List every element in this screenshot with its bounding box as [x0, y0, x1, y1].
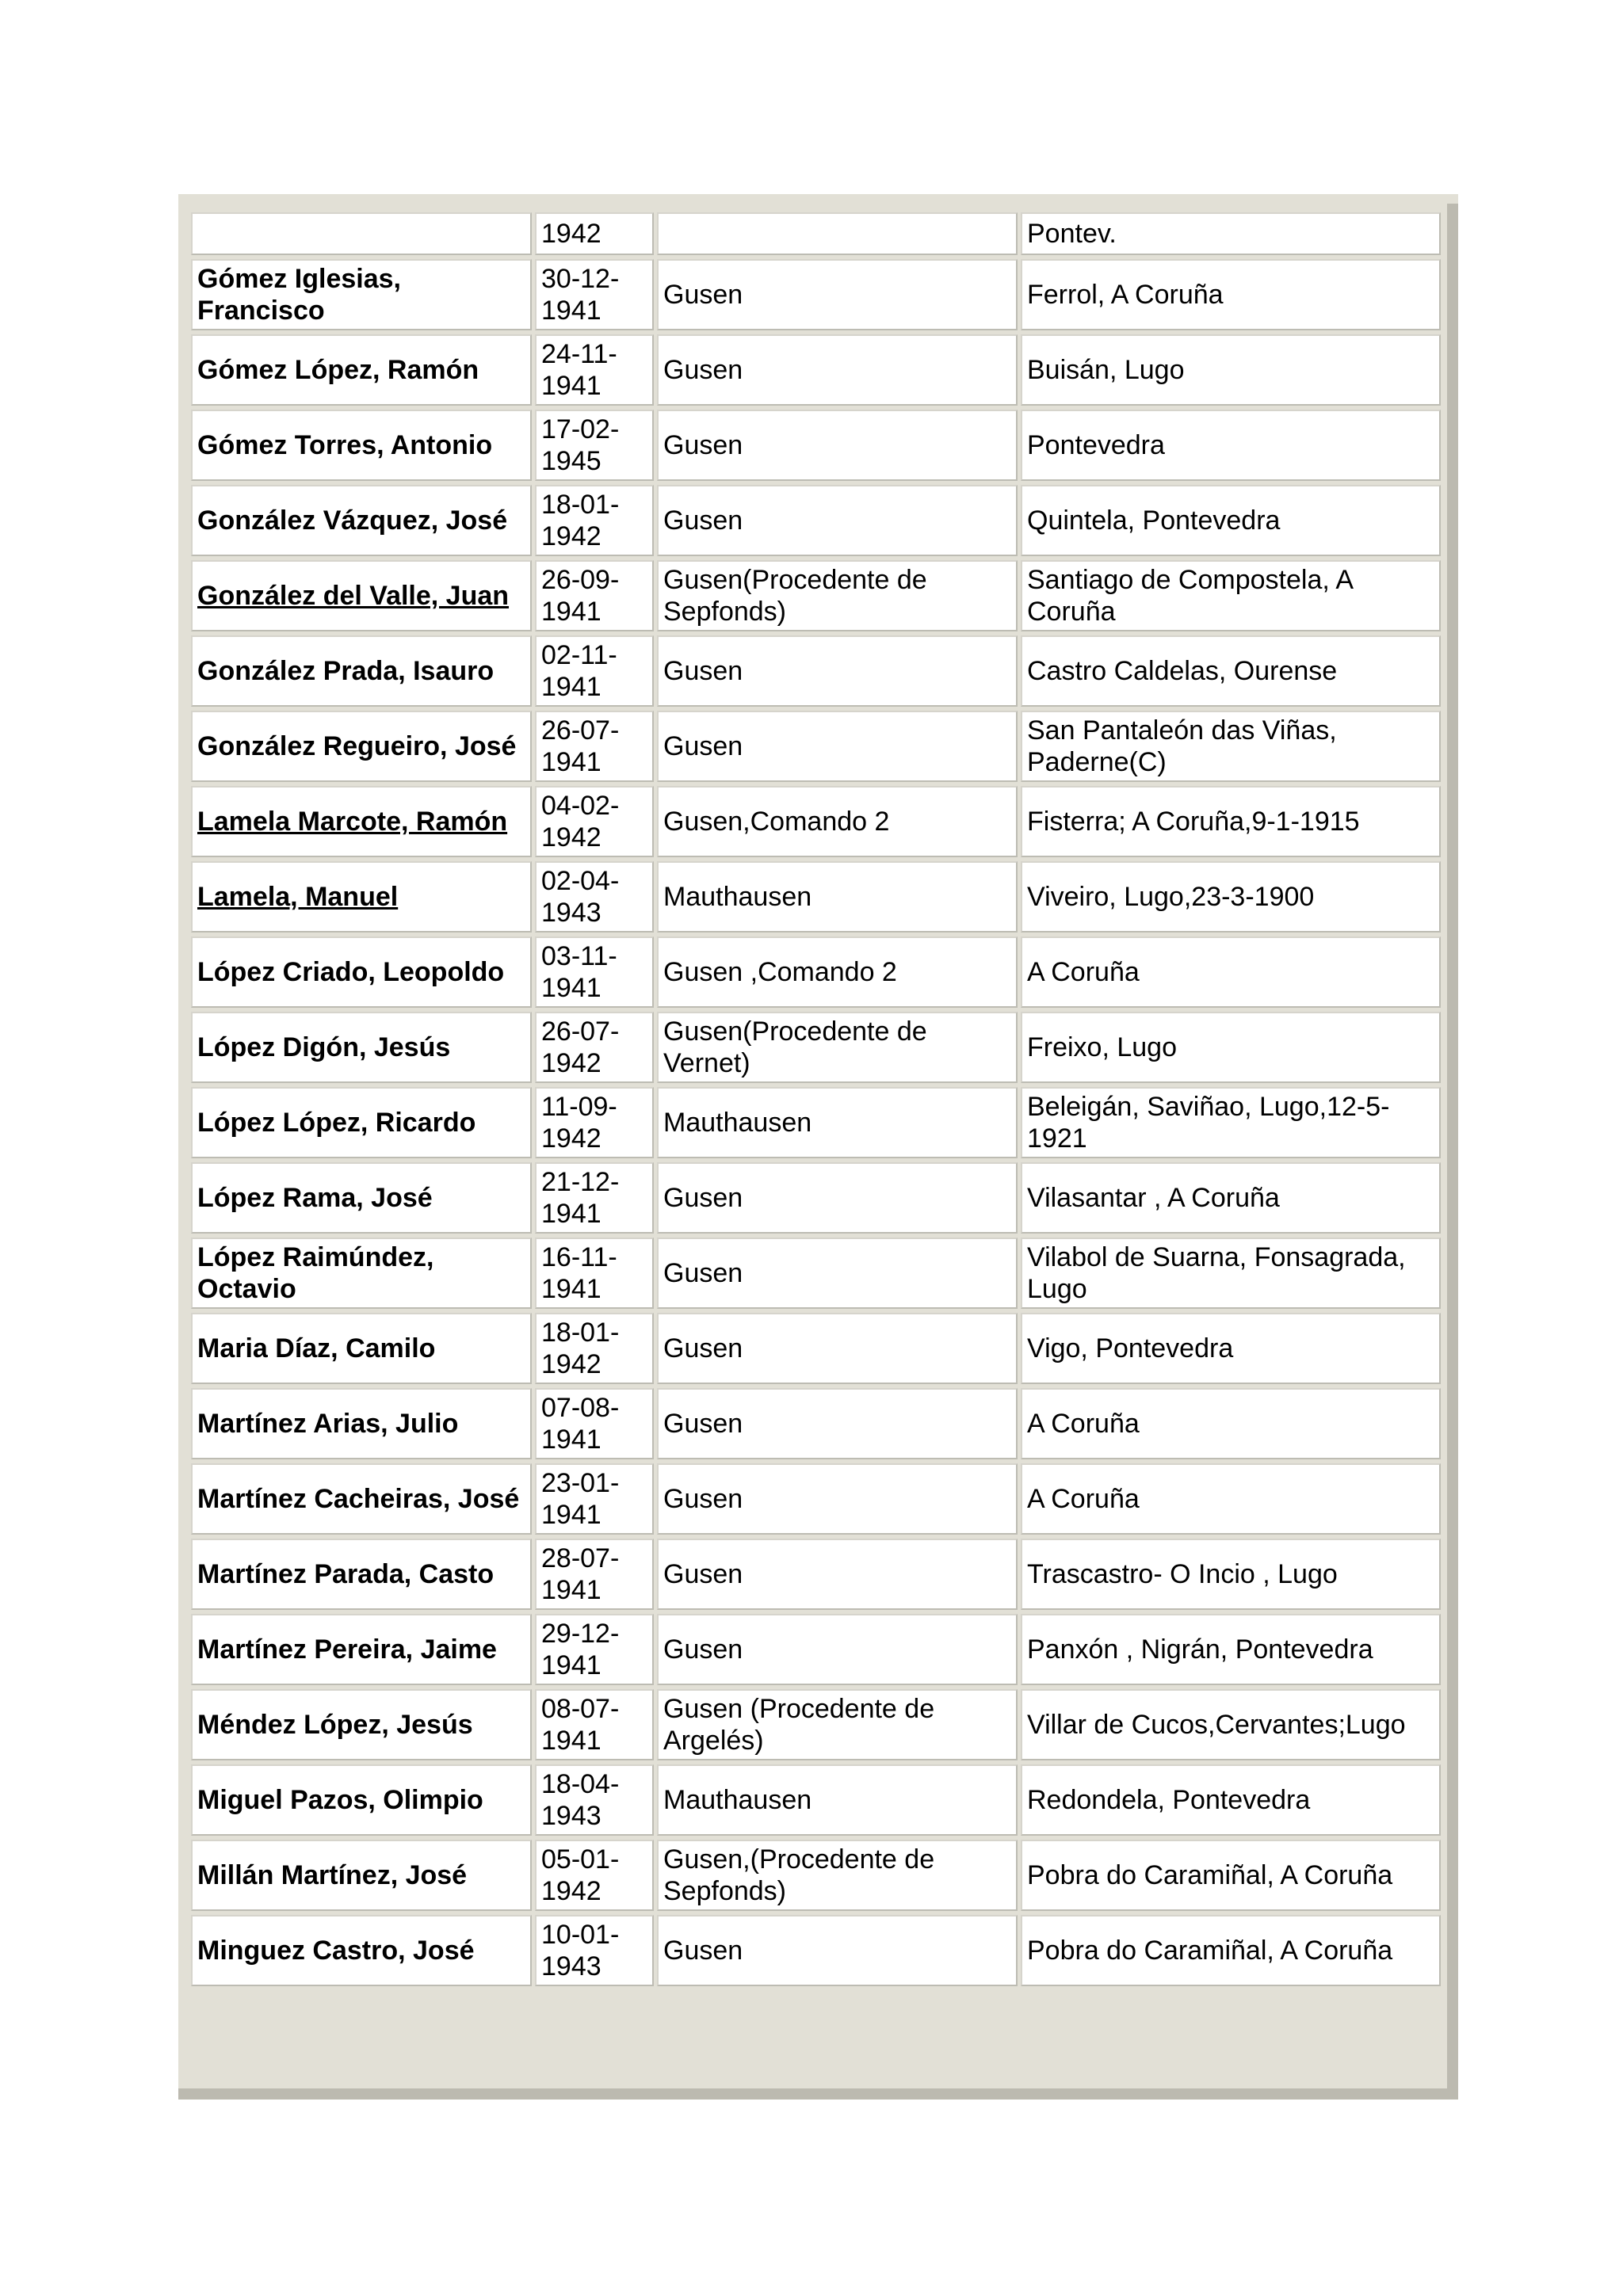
name-cell — [191, 1238, 532, 1309]
camp-cell — [657, 1915, 1018, 1986]
date-cell-text: 02-11-1941 — [541, 640, 617, 702]
date-cell — [535, 334, 654, 406]
table-row — [191, 485, 1441, 556]
table-frame — [178, 194, 1458, 2100]
table-row — [191, 1689, 1441, 1760]
date-cell — [535, 1614, 654, 1685]
deportees-table — [188, 208, 1444, 1990]
camp-cell — [657, 861, 1018, 933]
origin-cell-text: Santiago de Compostela, A Coruña — [1027, 565, 1353, 627]
date-cell-text: 24-11-1941 — [541, 339, 617, 401]
origin-cell — [1021, 1840, 1441, 1911]
camp-cell — [657, 1313, 1018, 1384]
camp-cell — [657, 1012, 1018, 1083]
name-cell — [191, 1313, 532, 1384]
date-cell-text: 04-02-1942 — [541, 791, 620, 852]
table-row — [191, 1614, 1441, 1685]
camp-cell-text: Gusen — [663, 1559, 743, 1589]
camp-cell-text: Gusen — [663, 280, 743, 310]
origin-cell-text: Castro Caldelas, Ourense — [1027, 656, 1338, 686]
camp-cell — [657, 635, 1018, 707]
camp-cell-text: Mauthausen — [663, 1108, 812, 1138]
origin-cell-text: Redondela, Pontevedra — [1027, 1785, 1311, 1815]
name-cell — [191, 212, 532, 255]
date-cell-text: 21-12-1941 — [541, 1167, 620, 1229]
date-cell-text: 07-08-1941 — [541, 1393, 620, 1455]
origin-cell-text: Vilasantar , A Coruña — [1027, 1183, 1280, 1213]
date-cell — [535, 936, 654, 1008]
date-cell-text: 29-12-1941 — [541, 1619, 620, 1680]
date-cell-text: 26-09-1941 — [541, 565, 620, 627]
name-cell — [191, 1689, 532, 1760]
camp-cell-text: Gusen — [663, 1258, 743, 1288]
origin-cell — [1021, 711, 1441, 782]
table-row — [191, 1915, 1441, 1986]
date-cell — [535, 560, 654, 631]
camp-cell-text: Gusen — [663, 505, 743, 536]
name-cell-text: Martínez Pereira, Jaime — [197, 1634, 497, 1665]
camp-cell — [657, 1162, 1018, 1234]
date-cell — [535, 1012, 654, 1083]
camp-cell-text: Mauthausen — [663, 882, 812, 912]
origin-cell — [1021, 560, 1441, 631]
date-cell — [535, 1915, 654, 1986]
origin-cell — [1021, 1313, 1441, 1384]
origin-cell — [1021, 410, 1441, 481]
camp-cell — [657, 1764, 1018, 1836]
table-row — [191, 1087, 1441, 1158]
date-cell-text: 18-01-1942 — [541, 490, 620, 551]
date-cell — [535, 410, 654, 481]
table-row — [191, 936, 1441, 1008]
origin-cell-text: Vilabol de Suarna, Fonsagrada, Lugo — [1027, 1242, 1406, 1304]
camp-cell-text: Gusen,Comando 2 — [663, 807, 890, 837]
origin-cell-text: San Pantaleón das Viñas, Paderne(C) — [1027, 715, 1337, 777]
date-cell — [535, 1463, 654, 1535]
origin-cell — [1021, 861, 1441, 933]
origin-cell-text: Pontev. — [1027, 219, 1117, 249]
table-row — [191, 711, 1441, 782]
name-cell — [191, 1840, 532, 1911]
origin-cell — [1021, 1463, 1441, 1535]
name-cell-text: Gómez López, Ramón — [197, 355, 479, 385]
date-cell-text: 23-01-1941 — [541, 1468, 620, 1530]
camp-cell — [657, 560, 1018, 631]
date-cell — [535, 861, 654, 933]
date-cell-text: 26-07-1942 — [541, 1016, 620, 1078]
camp-cell — [657, 1463, 1018, 1535]
name-cell[interactable] — [191, 560, 532, 631]
origin-cell — [1021, 1087, 1441, 1158]
origin-cell — [1021, 212, 1441, 255]
origin-cell-text: Fisterra; A Coruña,9-1-1915 — [1027, 807, 1360, 837]
origin-cell — [1021, 1539, 1441, 1610]
name-cell-text: Maria Díaz, Camilo — [197, 1333, 436, 1363]
table-row — [191, 259, 1441, 330]
name-cell-text: González Vázquez, José — [197, 505, 508, 536]
camp-cell-text: Gusen (Procedente de Argelés) — [663, 1694, 935, 1756]
table-body — [191, 212, 1441, 1986]
date-cell-text: 10-01-1943 — [541, 1920, 620, 1981]
origin-cell — [1021, 1238, 1441, 1309]
camp-cell-text: Gusen,(Procedente de Sepfonds) — [663, 1844, 935, 1906]
camp-cell — [657, 936, 1018, 1008]
camp-cell-text: Gusen — [663, 656, 743, 686]
camp-cell-text: Gusen ,Comando 2 — [663, 957, 897, 987]
origin-cell-text: Pontevedra — [1027, 430, 1165, 460]
origin-cell-text: Beleigán, Saviñao, Lugo,12-5-1921 — [1027, 1092, 1390, 1154]
camp-cell-text: Gusen — [663, 430, 743, 460]
origin-cell — [1021, 259, 1441, 330]
date-cell-text: 28-07-1941 — [541, 1543, 620, 1605]
name-cell — [191, 1614, 532, 1685]
date-cell — [535, 711, 654, 782]
table-row — [191, 1313, 1441, 1384]
table-row — [191, 1238, 1441, 1309]
origin-cell-text: A Coruña — [1027, 1409, 1140, 1439]
camp-cell — [657, 1087, 1018, 1158]
name-cell-text: López Digón, Jesús — [197, 1032, 451, 1062]
origin-cell — [1021, 1915, 1441, 1986]
camp-cell — [657, 711, 1018, 782]
name-cell-text: Martínez Arias, Julio — [197, 1409, 459, 1439]
table-row — [191, 1162, 1441, 1234]
origin-cell-text: Pobra do Caramiñal, A Coruña — [1027, 1860, 1393, 1890]
origin-cell — [1021, 635, 1441, 707]
date-cell-text: 08-07-1941 — [541, 1694, 620, 1756]
date-cell — [535, 485, 654, 556]
date-cell — [535, 212, 654, 255]
name-cell — [191, 1388, 532, 1459]
origin-cell — [1021, 1388, 1441, 1459]
table-row — [191, 635, 1441, 707]
table-row — [191, 1764, 1441, 1836]
origin-cell-text: Panxón , Nigrán, Pontevedra — [1027, 1634, 1373, 1665]
date-cell-text: 11-09-1942 — [541, 1092, 617, 1154]
date-cell — [535, 1238, 654, 1309]
name-cell-text: Minguez Castro, José — [197, 1936, 475, 1966]
table-row — [191, 334, 1441, 406]
camp-cell-text: Gusen — [663, 731, 743, 761]
date-cell — [535, 786, 654, 857]
origin-cell — [1021, 1764, 1441, 1836]
name-cell — [191, 259, 532, 330]
name-cell-text: López Criado, Leopoldo — [197, 957, 505, 987]
date-cell — [535, 1313, 654, 1384]
date-cell — [535, 1840, 654, 1911]
name-cell-text[interactable]: Lamela Marcote, Ramón — [197, 807, 508, 837]
origin-cell-text: Buisán, Lugo — [1027, 355, 1185, 385]
name-cell — [191, 1012, 532, 1083]
origin-cell-text: Trascastro- O Incio , Lugo — [1027, 1559, 1338, 1589]
name-cell-text: Martínez Parada, Casto — [197, 1559, 495, 1589]
name-cell-text: Gómez Iglesias, Francisco — [197, 264, 401, 326]
date-cell-text: 03-11-1941 — [541, 941, 617, 1003]
origin-cell-text: Quintela, Pontevedra — [1027, 505, 1281, 536]
date-cell — [535, 1388, 654, 1459]
origin-cell-text: A Coruña — [1027, 957, 1140, 987]
origin-cell-text: A Coruña — [1027, 1484, 1140, 1514]
name-cell-text[interactable]: González del Valle, Juan — [197, 581, 510, 611]
origin-cell-text: Freixo, Lugo — [1027, 1032, 1177, 1062]
date-cell — [535, 1539, 654, 1610]
camp-cell — [657, 334, 1018, 406]
camp-cell — [657, 259, 1018, 330]
origin-cell-text: Villar de Cucos,Cervantes;Lugo — [1027, 1710, 1406, 1740]
table-row — [191, 861, 1441, 933]
name-cell — [191, 410, 532, 481]
camp-cell-text: Gusen — [663, 1183, 743, 1213]
date-cell — [535, 635, 654, 707]
camp-cell — [657, 1840, 1018, 1911]
name-cell — [191, 711, 532, 782]
table-row — [191, 1539, 1441, 1610]
camp-cell — [657, 212, 1018, 255]
origin-cell-text: Ferrol, A Coruña — [1027, 280, 1224, 310]
camp-cell — [657, 485, 1018, 556]
origin-cell — [1021, 334, 1441, 406]
camp-cell — [657, 1689, 1018, 1760]
origin-cell — [1021, 786, 1441, 857]
table-row — [191, 212, 1441, 255]
table-row — [191, 1388, 1441, 1459]
name-cell-text: López Raimúndez, Octavio — [197, 1242, 434, 1304]
name-cell-text: González Regueiro, José — [197, 731, 517, 761]
name-cell[interactable] — [191, 786, 532, 857]
name-cell-text: Miguel Pazos, Olimpio — [197, 1785, 483, 1815]
date-cell-text: 05-01-1942 — [541, 1844, 620, 1906]
name-cell-text: Millán Martínez, José — [197, 1860, 468, 1890]
table-row — [191, 560, 1441, 631]
camp-cell — [657, 1388, 1018, 1459]
camp-cell-text: Gusen — [663, 1333, 743, 1363]
camp-cell — [657, 1238, 1018, 1309]
origin-cell-text: Vigo, Pontevedra — [1027, 1333, 1234, 1363]
origin-cell — [1021, 1162, 1441, 1234]
camp-cell — [657, 1539, 1018, 1610]
origin-cell — [1021, 1012, 1441, 1083]
camp-cell-text: Gusen(Procedente de Vernet) — [663, 1016, 927, 1078]
name-cell — [191, 1915, 532, 1986]
table-row — [191, 1840, 1441, 1911]
name-cell — [191, 635, 532, 707]
date-cell — [535, 1162, 654, 1234]
origin-cell — [1021, 1614, 1441, 1685]
name-cell — [191, 1764, 532, 1836]
table-row — [191, 786, 1441, 857]
name-cell-text: Méndez López, Jesús — [197, 1710, 473, 1740]
date-cell-text: 18-01-1942 — [541, 1318, 620, 1379]
origin-cell — [1021, 936, 1441, 1008]
name-cell-text: López López, Ricardo — [197, 1108, 476, 1138]
name-cell-text[interactable]: Lamela, Manuel — [197, 882, 399, 912]
name-cell — [191, 1539, 532, 1610]
name-cell — [191, 936, 532, 1008]
date-cell — [535, 1087, 654, 1158]
date-cell — [535, 259, 654, 330]
name-cell — [191, 1087, 532, 1158]
camp-cell-text: Gusen — [663, 1634, 743, 1665]
origin-cell-text: Viveiro, Lugo,23-3-1900 — [1027, 882, 1315, 912]
name-cell — [191, 334, 532, 406]
origin-cell-text: Pobra do Caramiñal, A Coruña — [1027, 1936, 1393, 1966]
date-cell — [535, 1689, 654, 1760]
date-cell-text: 18-04-1943 — [541, 1769, 620, 1831]
name-cell — [191, 485, 532, 556]
date-cell-text: 26-07-1941 — [541, 715, 620, 777]
camp-cell-text: Gusen — [663, 1484, 743, 1514]
name-cell[interactable] — [191, 861, 532, 933]
table-row — [191, 1463, 1441, 1535]
camp-cell-text: Gusen — [663, 1936, 743, 1966]
camp-cell-text: Mauthausen — [663, 1785, 812, 1815]
camp-cell — [657, 410, 1018, 481]
name-cell-text: López Rama, José — [197, 1183, 433, 1213]
name-cell — [191, 1162, 532, 1234]
date-cell-text: 1942 — [541, 219, 601, 249]
date-cell-text: 17-02-1945 — [541, 414, 620, 476]
origin-cell — [1021, 1689, 1441, 1760]
table-row — [191, 1012, 1441, 1083]
name-cell-text: Gómez Torres, Antonio — [197, 430, 493, 460]
name-cell-text: Martínez Cacheiras, José — [197, 1484, 520, 1514]
date-cell-text: 02-04-1943 — [541, 866, 620, 928]
camp-cell-text: Gusen(Procedente de Sepfonds) — [663, 565, 927, 627]
name-cell-text: González Prada, Isauro — [197, 656, 495, 686]
date-cell-text: 16-11-1941 — [541, 1242, 617, 1304]
date-cell-text: 30-12-1941 — [541, 264, 620, 326]
origin-cell — [1021, 485, 1441, 556]
name-cell — [191, 1463, 532, 1535]
camp-cell — [657, 1614, 1018, 1685]
table-row — [191, 410, 1441, 481]
date-cell — [535, 1764, 654, 1836]
camp-cell-text: Gusen — [663, 355, 743, 385]
camp-cell-text: Gusen — [663, 1409, 743, 1439]
camp-cell — [657, 786, 1018, 857]
